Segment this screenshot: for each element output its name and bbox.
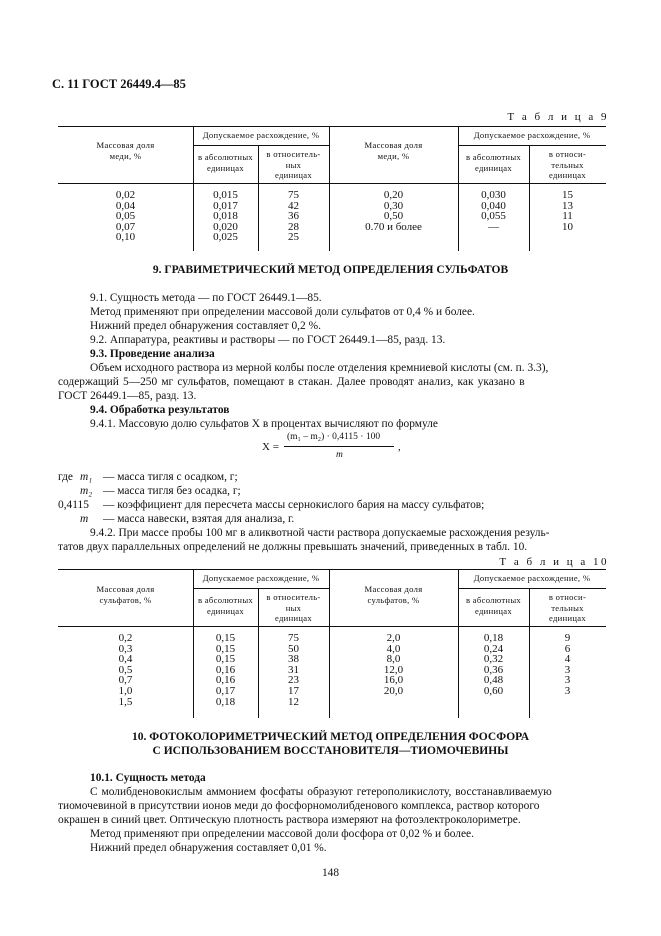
section-9-p6b: содержащий 5—250 мг сульфатов, помещают в стакан. Далее проводят анализ, как указано в <box>58 376 525 388</box>
where-m1-text: — масса тигля с осадком, г; <box>103 471 238 483</box>
section-10-1-heading: 10.1. Сущность метода <box>90 772 206 784</box>
section-9-p4: 9.2. Аппаратура, реактивы и растворы — по ГОСТ 26449.1—85, разд. 13. <box>90 334 446 346</box>
table-10-caption: Т а б л и ц а 10 <box>499 556 609 568</box>
table-10-head-relative: в относитель- ных единицах <box>266 592 321 623</box>
formula-comma: , <box>398 441 401 453</box>
table-9-col-copy: 0,02 0,04 0,05 0,07 0,10 <box>115 189 136 244</box>
table-9-head-relative: в относитель- ных единицах <box>266 149 321 180</box>
table-10-col-absolute: 0,15 0,15 0,15 0,16 0,16 0,17 0,18 <box>215 632 236 708</box>
section-9-p9b: татов двух параллельных определений не должны превышать значений, приведенных в табл. 10. <box>58 541 528 553</box>
where-coef-symbol: 0,4115 <box>58 499 89 511</box>
where-m-text: — масса навески, взятая для анализа, г. <box>103 513 295 525</box>
table-9-head-copy-2: Массовая доля меди, % <box>364 140 423 161</box>
page-header: С. 11 ГОСТ 26449.4—85 <box>52 77 186 91</box>
where-m-symbol: m <box>80 513 89 525</box>
section-9-4-heading: 9.4. Обработка результатов <box>90 404 230 416</box>
section-10-title-line2: С ИСПОЛЬЗОВАНИЕМ ВОССТАНОВИТЕЛЯ—ТИОМОЧЕВИНЫ <box>152 745 509 757</box>
table-9-col-relative: 75 42 36 28 25 <box>288 189 299 244</box>
table-10-head-tolerance-2: Допускаемое расхождение, % <box>473 573 591 583</box>
section-9-title: 9. ГРАВИМЕТРИЧЕСКИЙ МЕТОД ОПРЕДЕЛЕНИЯ СУЛЬФАТОВ <box>152 264 509 276</box>
table-10-head-sulfate: Массовая доля сульфатов, % <box>96 584 155 605</box>
table-9-head-absolute-2: в абсолютных единицах <box>465 152 521 173</box>
section-9-p1: 9.1. Сущность метода — по ГОСТ 26449.1—85. <box>90 292 322 304</box>
table-10-head-relative-2: в относи- тельных единицах <box>548 592 587 623</box>
page-number: 148 <box>321 867 340 879</box>
table-10-col-relative: 75 50 38 31 23 17 12 <box>288 632 299 708</box>
section-9-p2: Метод применяют при определении массовой доли сульфатов от 0,4 % и более. <box>90 306 475 318</box>
where-m1-symbol: m₁ <box>80 471 93 483</box>
section-9-p6c: ГОСТ 26449.1—85, разд. 13. <box>58 390 197 402</box>
table-10-col-sulfate: 0,2 0,3 0,4 0,5 0,7 1,0 1,5 <box>118 632 133 708</box>
section-10-p2a: С молибденовокислым аммонием фосфаты образуют гетерополикислоту, восстанавливаемую <box>90 786 552 798</box>
table-10-col-sulfate-2: 2,0 4,0 8,0 12,0 16,0 20,0 <box>383 632 404 697</box>
section-10-p2b: тиомочевиной в присутствии ионов меди до фосфорномолибденового комплекса, раствор которого <box>58 800 540 812</box>
table-10-head-absolute-2: в абсолютных единицах <box>465 595 521 616</box>
where-coef-text: — коэффициент для пересчета массы сернокислого бария на массу сульфатов; <box>103 499 485 511</box>
section-10-title-line1: 10. ФОТОКОЛОРИМЕТРИЧЕСКИЙ МЕТОД ОПРЕДЕЛЕНИЯ ФОСФОРА <box>131 731 530 743</box>
table-9-head-absolute: в абсолютных единицах <box>197 152 253 173</box>
formula-numerator: (m₁ – m₂) · 0,4115 · 100 <box>287 432 381 442</box>
section-9-p9a: 9.4.2. При массе пробы 100 мг в аликвотной части раствора допускаемые расхождения резуль- <box>90 527 550 539</box>
section-9-p6a: Объем исходного раствора из мерной колбы после отделения кремниевой кислоты (см. п. 3.3), <box>90 362 549 374</box>
section-9-p8: 9.4.1. Массовую долю сульфатов X в процентах вычисляют по формуле <box>90 418 438 430</box>
where-label: где <box>58 471 73 483</box>
table-10-head-tolerance: Допускаемое расхождение, % <box>202 573 320 583</box>
formula-lhs: X = <box>262 441 279 453</box>
section-9-3-heading: 9.3. Проведение анализа <box>90 348 215 360</box>
table-9-col-relative-2: 15 13 11 10 <box>562 189 573 233</box>
section-9-p3: Нижний предел обнаружения составляет 0,2 %. <box>90 320 321 332</box>
table-9-head-tolerance: Допускаемое расхождение, % <box>202 130 320 140</box>
table-9-head-relative-2: в относи- тельных единицах <box>548 149 587 180</box>
formula-denominator: m <box>336 450 343 460</box>
where-m2-text: — масса тигля без осадка, г; <box>103 485 241 497</box>
table-9-col-absolute: 0,015 0,017 0,018 0,020 0,025 <box>213 189 238 244</box>
section-10-p3: Метод применяют при определении массовой доли фосфора от 0,02 % и более. <box>90 828 474 840</box>
table-9-head-copy: Массовая доля меди, % <box>96 140 155 161</box>
table-9-caption: Т а б л и ц а 9 <box>507 111 609 123</box>
table-10-col-relative-2: 9 6 4 3 3 3 <box>564 632 571 697</box>
table-10-head-absolute: в абсолютных единицах <box>197 595 253 616</box>
table-9-head-tolerance-2: Допускаемое расхождение, % <box>473 130 591 140</box>
where-m2-symbol: m₂ <box>80 485 93 497</box>
table-10-head-sulfate-2: Массовая доля сульфатов, % <box>364 584 423 605</box>
table-9-col-copy-2: 0,20 0,30 0,50 0.70 и более <box>365 189 422 233</box>
section-10-p2c: окрашен в синий цвет. Оптическую плотность раствора измеряют на фотоэлектроколориметре. <box>58 814 521 826</box>
section-10-p4: Нижний предел обнаружения составляет 0,01 %. <box>90 842 327 854</box>
table-9-col-absolute-2: 0,030 0,040 0,055 — <box>481 189 506 233</box>
table-10-col-absolute-2: 0,18 0,24 0,32 0,36 0,48 0,60 <box>483 632 504 697</box>
